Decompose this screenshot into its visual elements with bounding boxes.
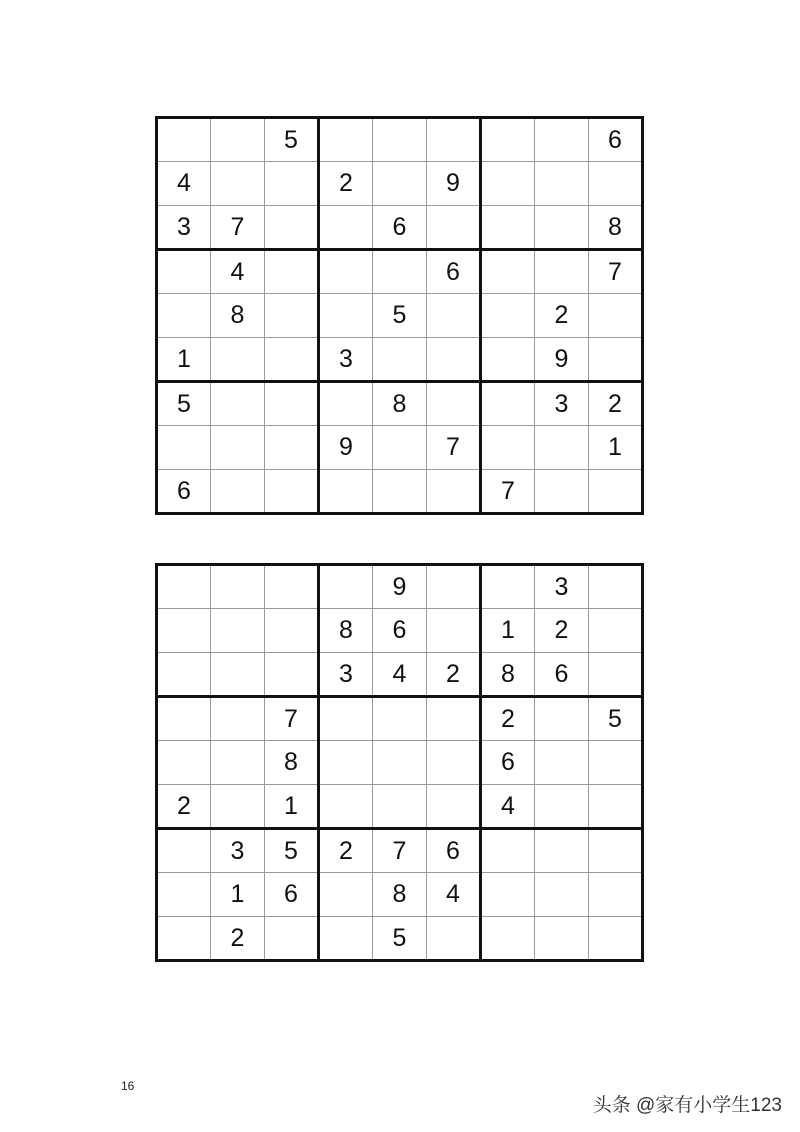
grid-cell: 9 xyxy=(427,162,481,206)
grid-cell: 2 xyxy=(535,294,589,338)
grid-cell: 6 xyxy=(265,873,319,917)
grid-cell xyxy=(319,206,373,250)
grid-cell xyxy=(265,250,319,294)
grid-cell: 1 xyxy=(157,338,211,382)
grid-cell xyxy=(427,565,481,609)
grid-cell: 6 xyxy=(427,250,481,294)
grid-cell: 3 xyxy=(319,653,373,697)
grid-cell: 2 xyxy=(211,917,265,961)
grid-cell: 8 xyxy=(373,382,427,426)
grid-cell xyxy=(427,697,481,741)
grid-cell xyxy=(265,162,319,206)
grid-cell: 8 xyxy=(481,653,535,697)
grid-cell xyxy=(157,829,211,873)
grid-cell xyxy=(481,206,535,250)
grid-cell xyxy=(481,118,535,162)
grid-cell xyxy=(319,250,373,294)
grid-cell xyxy=(481,162,535,206)
grid-cell xyxy=(481,250,535,294)
grid-cell xyxy=(157,250,211,294)
grid-cell: 4 xyxy=(481,785,535,829)
grid-cell xyxy=(589,565,643,609)
grid-cell: 6 xyxy=(157,470,211,514)
grid-cell xyxy=(265,426,319,470)
grid-cell: 8 xyxy=(319,609,373,653)
page-number: 16 xyxy=(121,1079,135,1093)
grid-cell xyxy=(157,741,211,785)
grid-cell xyxy=(211,565,265,609)
grid-cell xyxy=(319,917,373,961)
grid-row xyxy=(157,697,643,741)
grid-cell: 1 xyxy=(589,426,643,470)
grid-cell: 6 xyxy=(373,609,427,653)
grid-cell xyxy=(157,697,211,741)
grid-cell xyxy=(535,917,589,961)
grid-cell: 1 xyxy=(265,785,319,829)
grid-cell xyxy=(265,565,319,609)
grid-row xyxy=(157,338,643,382)
grid-cell: 4 xyxy=(373,653,427,697)
grid-cell: 8 xyxy=(265,741,319,785)
grid-cell xyxy=(373,426,427,470)
grid-cell: 5 xyxy=(265,118,319,162)
grid-cell: 7 xyxy=(211,206,265,250)
grid-cell xyxy=(211,118,265,162)
grid-row xyxy=(157,162,643,206)
grid-cell xyxy=(373,697,427,741)
grid-cell xyxy=(535,741,589,785)
grid-cell xyxy=(481,382,535,426)
grid-cell xyxy=(265,294,319,338)
grid-cell xyxy=(211,162,265,206)
grid-cell xyxy=(157,294,211,338)
grid-cell xyxy=(589,917,643,961)
grid-cell xyxy=(481,917,535,961)
grid-cell xyxy=(535,206,589,250)
grid-row xyxy=(157,118,643,162)
grid-cell xyxy=(319,741,373,785)
grid-cell: 6 xyxy=(481,741,535,785)
grid-cell xyxy=(211,697,265,741)
grid-cell xyxy=(373,162,427,206)
grid-cell xyxy=(157,609,211,653)
grid-cell: 2 xyxy=(319,829,373,873)
grid-cell xyxy=(265,653,319,697)
grid-cell xyxy=(265,338,319,382)
grid-cell xyxy=(535,118,589,162)
grid-cell xyxy=(319,873,373,917)
grid-cell xyxy=(427,294,481,338)
grid-cell xyxy=(535,697,589,741)
grid-cell: 3 xyxy=(157,206,211,250)
grid-row xyxy=(157,206,643,250)
grid-cell xyxy=(373,741,427,785)
grid-cell xyxy=(319,785,373,829)
grid-cell: 2 xyxy=(535,609,589,653)
grid-cell xyxy=(427,470,481,514)
grid-cell: 3 xyxy=(211,829,265,873)
grid-cell: 6 xyxy=(535,653,589,697)
grid-cell: 9 xyxy=(373,565,427,609)
grid-cell: 4 xyxy=(211,250,265,294)
grid-cell xyxy=(157,118,211,162)
grid-cell: 8 xyxy=(211,294,265,338)
grid-cell: 6 xyxy=(427,829,481,873)
grid-cell: 7 xyxy=(481,470,535,514)
grid-cell xyxy=(535,829,589,873)
grid-cell xyxy=(535,785,589,829)
grid-row xyxy=(157,609,643,653)
grid-cell xyxy=(319,294,373,338)
grid-cell: 2 xyxy=(319,162,373,206)
grid-cell: 5 xyxy=(373,294,427,338)
grid-cell xyxy=(157,917,211,961)
sudoku-grid-2 xyxy=(155,563,644,962)
grid-cell xyxy=(589,162,643,206)
grid-cell: 9 xyxy=(319,426,373,470)
grid-cell xyxy=(427,338,481,382)
grid-cell xyxy=(211,741,265,785)
grid-cell xyxy=(211,382,265,426)
grid-cell: 4 xyxy=(427,873,481,917)
grid-cell: 7 xyxy=(589,250,643,294)
grid-cell xyxy=(265,206,319,250)
grid-cell xyxy=(481,294,535,338)
grid-cell: 2 xyxy=(427,653,481,697)
grid-cell: 7 xyxy=(265,697,319,741)
grid-cell xyxy=(373,250,427,294)
grid-cell xyxy=(427,382,481,426)
grid-cell: 5 xyxy=(373,917,427,961)
watermark: 头条 @家有小学生123 xyxy=(592,1095,782,1116)
grid-cell xyxy=(211,338,265,382)
grid-cell xyxy=(589,653,643,697)
grid-cell xyxy=(319,118,373,162)
grid-cell xyxy=(157,653,211,697)
grid-cell xyxy=(535,162,589,206)
grid-cell: 1 xyxy=(481,609,535,653)
grid-cell xyxy=(535,250,589,294)
grid-cell xyxy=(589,470,643,514)
grid-cell xyxy=(427,917,481,961)
grid-cell: 2 xyxy=(157,785,211,829)
grid-cell xyxy=(319,565,373,609)
grid-cell: 3 xyxy=(535,382,589,426)
grid-cell xyxy=(427,206,481,250)
grid-cell xyxy=(265,470,319,514)
grid-cell xyxy=(427,741,481,785)
grid-cell: 3 xyxy=(319,338,373,382)
grid-cell: 5 xyxy=(157,382,211,426)
grid-cell xyxy=(211,785,265,829)
grid-cell xyxy=(589,609,643,653)
grid-cell xyxy=(481,426,535,470)
grid-cell xyxy=(481,873,535,917)
grid-cell: 1 xyxy=(211,873,265,917)
grid-cell: 9 xyxy=(535,338,589,382)
grid-cell: 6 xyxy=(589,118,643,162)
grid-cell xyxy=(211,653,265,697)
grid-row xyxy=(157,873,643,917)
grid-cell: 4 xyxy=(157,162,211,206)
grid-cell xyxy=(589,785,643,829)
grid-cell: 6 xyxy=(373,206,427,250)
grid-cell xyxy=(157,565,211,609)
grid-cell: 5 xyxy=(589,697,643,741)
grid-row xyxy=(157,250,643,294)
grid-cell: 8 xyxy=(373,873,427,917)
grid-cell: 2 xyxy=(481,697,535,741)
grid-row xyxy=(157,382,643,426)
grid-cell xyxy=(427,785,481,829)
grid-cell: 8 xyxy=(589,206,643,250)
grid-cell: 2 xyxy=(589,382,643,426)
grid-row xyxy=(157,294,643,338)
grid-cell xyxy=(481,829,535,873)
grid-cell xyxy=(373,118,427,162)
grid-cell xyxy=(319,697,373,741)
grid-cell xyxy=(211,426,265,470)
grid-cell xyxy=(427,118,481,162)
grid-row xyxy=(157,653,643,697)
sudoku-grid-1 xyxy=(155,116,644,515)
grid-row xyxy=(157,741,643,785)
grid-cell: 3 xyxy=(535,565,589,609)
grid-cell xyxy=(319,470,373,514)
grid-cell xyxy=(211,609,265,653)
grid-cell xyxy=(589,741,643,785)
grid-cell xyxy=(319,382,373,426)
grid-row xyxy=(157,426,643,470)
grid-cell xyxy=(427,609,481,653)
grid-cell xyxy=(157,426,211,470)
grid-cell xyxy=(535,426,589,470)
grid-row xyxy=(157,917,643,961)
grid-cell xyxy=(481,565,535,609)
grid-cell xyxy=(373,338,427,382)
grid-cell xyxy=(211,470,265,514)
grid-row xyxy=(157,785,643,829)
grid-cell xyxy=(265,382,319,426)
grid-cell xyxy=(535,873,589,917)
grid-cell xyxy=(265,917,319,961)
grid-row xyxy=(157,470,643,514)
grid-cell xyxy=(589,873,643,917)
grid-cell xyxy=(373,470,427,514)
grid-row xyxy=(157,829,643,873)
grid-cell xyxy=(157,873,211,917)
grid-cell xyxy=(481,338,535,382)
grid-cell: 5 xyxy=(265,829,319,873)
grid-cell xyxy=(589,829,643,873)
grid-cell: 7 xyxy=(427,426,481,470)
grid-row xyxy=(157,565,643,609)
grid-cell xyxy=(589,294,643,338)
grid-cell xyxy=(589,338,643,382)
grid-cell xyxy=(535,470,589,514)
grid-cell xyxy=(265,609,319,653)
grid-cell xyxy=(373,785,427,829)
grid-cell: 7 xyxy=(373,829,427,873)
